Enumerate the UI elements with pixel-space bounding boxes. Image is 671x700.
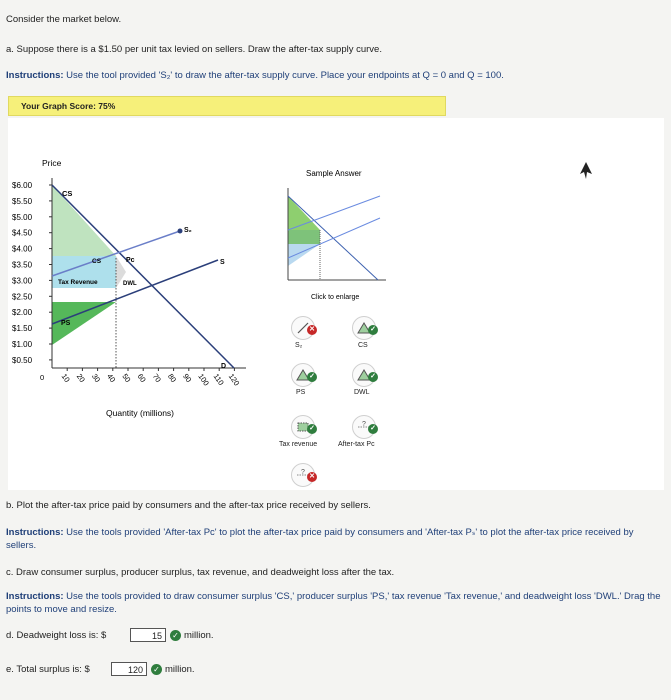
s2-endpoint[interactable]	[178, 229, 183, 234]
instructions-label: Instructions:	[6, 591, 64, 602]
part-c-text: c. Draw consumer surplus, producer surplus, tax revenue, and deadweight loss after the tax.	[6, 567, 395, 578]
part-d-unit: million.	[184, 630, 214, 641]
y-axis-title: Price	[42, 158, 62, 168]
y-tick-label: $2.50	[12, 292, 33, 302]
instructions-text: Use the tools provided 'After-tax Pᴄ' to plot the after-tax price paid by consumers and 'After-tax Pₛ' to plot the after-tax price received by sellers.	[6, 527, 634, 551]
origin-label: 0	[40, 373, 45, 382]
graph-panel	[8, 118, 664, 490]
cs-label: CS	[62, 189, 73, 198]
s-label: S	[220, 259, 225, 266]
ps-label: PS	[61, 320, 71, 327]
x-tick-label: 50	[120, 371, 133, 384]
tool-tax-revenue-label: Tax revenue	[279, 441, 318, 448]
intro-text: Consider the market below.	[6, 14, 122, 25]
x-tick-label: 20	[74, 371, 87, 384]
x-tick-label: 100	[196, 371, 211, 388]
deadweight-loss-input[interactable]: 15	[130, 628, 166, 642]
instructions-text: Use the tools provided to draw consumer surplus 'CS,' producer surplus 'PS,' tax revenue 'Tax revenue,' and deadweight loss 'DWL.' Drag the points to move and resize.	[6, 591, 661, 615]
click-to-enlarge[interactable]: Click to enlarge	[311, 294, 360, 301]
status-check-icon: ✓	[368, 424, 378, 434]
total-surplus-input[interactable]: 120	[111, 662, 147, 676]
pc-label: Pc	[126, 257, 135, 264]
cs-small-label: CS	[92, 258, 102, 265]
tool-cs[interactable]	[352, 316, 376, 349]
x-tick-label: 110	[211, 371, 226, 387]
status-x-icon: ✕	[307, 325, 317, 335]
status-check-icon: ✓	[307, 372, 317, 382]
part-e-label: e. Total surplus is: $	[6, 664, 90, 675]
graph-score-label: Your Graph Score: 75%	[21, 101, 116, 111]
tool-ps[interactable]	[291, 363, 315, 396]
x-tick-label: 30	[89, 371, 103, 384]
y-tick-label: $0.50	[12, 355, 33, 365]
y-tick-label: $4.00	[12, 244, 33, 254]
x-tick-label: 60	[135, 371, 148, 384]
instructions-label: Instructions:	[6, 70, 64, 81]
y-tick-label: $3.00	[12, 276, 33, 286]
tool-ps-label: PS	[296, 389, 306, 396]
status-check-icon: ✓	[368, 372, 378, 382]
y-tick-label: $4.50	[12, 228, 33, 238]
svg-text:?: ?	[301, 469, 305, 476]
sample-answer-thumbnail[interactable]	[286, 184, 386, 280]
correct-check-icon: ✓	[151, 664, 162, 675]
tool-tax-revenue[interactable]	[279, 415, 318, 448]
x-tick-label: 70	[150, 371, 163, 384]
y-tick-label: $5.50	[12, 196, 33, 206]
x-axis-title: Quantity (millions)	[106, 408, 175, 418]
status-check-icon: ✓	[307, 424, 317, 434]
x-tick-label: 90	[181, 371, 194, 384]
y-tick-label: $6.00	[12, 181, 33, 190]
tax-revenue-label: Tax Revenue	[58, 279, 98, 286]
tool-s2-label: S₂	[295, 342, 303, 349]
y-tick-label: $3.50	[12, 260, 33, 270]
dwl-label: DWL	[123, 281, 137, 287]
y-ticks	[12, 181, 52, 365]
s2-label: S₂	[184, 227, 192, 234]
part-a-instructions	[6, 70, 504, 81]
d-label: D	[221, 363, 227, 370]
correct-check-icon: ✓	[170, 630, 181, 641]
sample-answer-title: Sample Answer	[306, 169, 362, 178]
tool-after-tax-ps[interactable]	[291, 463, 315, 487]
graph-canvas[interactable]	[8, 118, 664, 490]
part-b-instructions	[6, 526, 661, 552]
tool-cs-label: CS	[358, 342, 368, 349]
x-tick-label: 120	[226, 371, 242, 388]
graph-score-banner	[8, 96, 446, 116]
x-tick-label: 40	[105, 371, 118, 384]
x-tick-label: 10	[59, 371, 72, 384]
part-b-text: b. Plot the after-tax price paid by consumers and the after-tax price received by sellers.	[6, 500, 371, 511]
y-tick-label: $2.00	[12, 308, 33, 318]
instructions-text: Use the tool provided 'S₂' to draw the after-tax supply curve. Place your endpoints at Q = 0 and Q = 100.	[66, 70, 504, 81]
y-tick-label: $1.00	[12, 340, 33, 349]
tool-s2[interactable]	[291, 316, 315, 349]
tool-dwl-label: DWL	[354, 389, 370, 396]
pointer-arrow-icon	[576, 160, 596, 183]
svg-text:?: ?	[362, 421, 366, 428]
tool-after-tax-pc-label: After-tax Pᴄ	[338, 441, 375, 448]
part-e-unit: million.	[165, 664, 195, 675]
part-d-label: d. Deadweight loss is: $	[6, 630, 107, 641]
y-tick-label: $1.50	[12, 324, 33, 334]
instructions-label: Instructions:	[6, 527, 64, 538]
tool-after-tax-pc[interactable]	[338, 415, 376, 448]
part-a-text: a. Suppose there is a $1.50 per unit tax levied on sellers. Draw the after-tax supply curve.	[6, 44, 382, 55]
x-tick-label: 80	[165, 371, 179, 384]
x-ticks	[60, 368, 242, 387]
y-tick-label: $5.00	[12, 212, 33, 222]
status-x-icon: ✕	[307, 472, 317, 482]
part-c-instructions	[6, 590, 664, 616]
status-check-icon: ✓	[368, 325, 378, 335]
tool-dwl[interactable]	[352, 363, 376, 396]
